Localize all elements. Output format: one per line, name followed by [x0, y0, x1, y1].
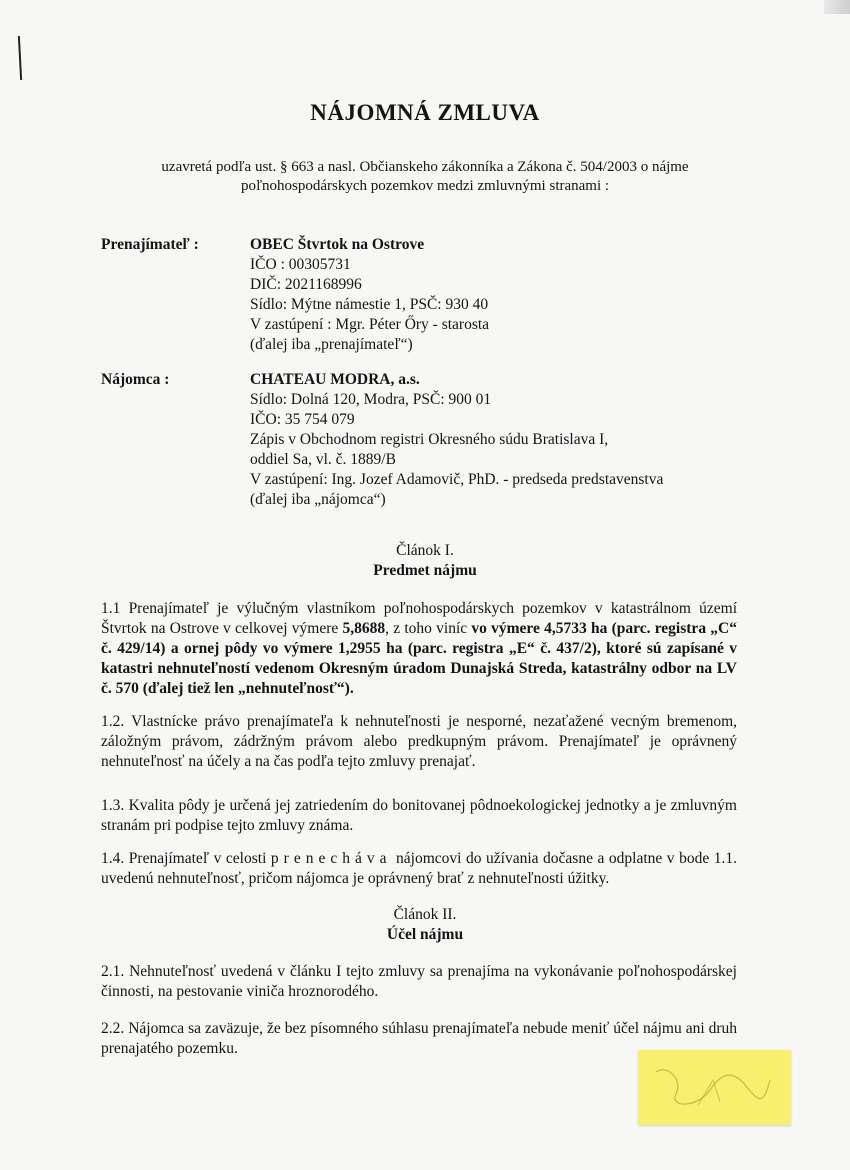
pen-margin-mark — [18, 36, 22, 80]
landlord-dic: DIČ: 2021168996 — [250, 276, 362, 293]
clause-1-1-text-a: 1.1 Prenajímateľ je výlučným vlastníkom poľnohospodárskych pozemkov v katastrálnom území Štvrtok na Ostrove v celkovej výmere — [101, 600, 737, 637]
tenant-registry-line-1: Zápis v Obchodnom registri Okresného súdu Bratislava I, — [250, 431, 609, 448]
landlord-role-label: Prenajímateľ : — [101, 236, 199, 253]
document-title: NÁJOMNÁ ZMLUVA — [310, 100, 540, 125]
article-1-number: Článok I. — [396, 542, 454, 559]
clause-1-4-text-a: 1.4. Prenajímateľ v celosti — [101, 850, 271, 867]
intro-line-1: uzavretá podľa ust. § 663 a nasl. Občianskeho zákonníka a Zákona č. 504/2003 o nájme — [161, 159, 689, 175]
page-corner-shadow — [824, 0, 850, 14]
tenant-registry-line-2: oddiel Sa, vl. č. 1889/B — [250, 451, 396, 468]
clause-2-2: 2.2. Nájomca sa zaväzuje, že bez písomného súhlasu prenajímateľa nebude meniť účel nájmu ani druh prenajatého pozemku. — [101, 1020, 737, 1057]
clause-1-2: 1.2. Vlastnícke právo prenajímateľa k nehnuteľnosti je nesporné, nezaťažené vecným bremenom, záložným právom, zádržným právom alebo predkupným právom. Prenajímateľ je oprávnený nehnuteľnosť na účely a na čas podľa tejto zmluvy prenajať. — [101, 713, 737, 770]
clause-1-4 — [101, 849, 737, 889]
scribble-icon — [638, 1050, 791, 1125]
clause-1-1-text-b: , z toho viníc — [385, 620, 472, 637]
landlord-seat: Sídlo: Mýtne námestie 1, PSČ: 930 40 — [250, 296, 489, 313]
tenant-representative: V zastúpení: Ing. Jozef Adamovič, PhD. - predseda predstavenstva — [250, 471, 664, 488]
clause-1-1 — [101, 599, 737, 699]
landlord-representative: V zastúpení : Mgr. Péter Őry - starosta — [250, 316, 490, 333]
sticky-note — [638, 1050, 791, 1125]
tenant-role-label: Nájomca : — [101, 371, 170, 388]
tenant-alias: (ďalej iba „nájomca“) — [250, 491, 386, 508]
tenant-seat: Sídlo: Dolná 120, Modra, PSČ: 900 01 — [250, 391, 492, 408]
tenant-ico: IČO: 35 754 079 — [250, 411, 355, 428]
clause-1-1-text-bold: vo výmere 4,5733 ha (parc. registra „C“ č. 429/14) a ornej pôdy vo výmere 1,2955 ha (parc. registra „E“ č. 437/2), ktoré sú zapísané v katastri nehnuteľností vedenom Okresným úradom Dunajská Streda, katastrálny odbor na LV č. 570 (ďalej tiež len „nehnuteľnosť“). — [101, 620, 737, 697]
landlord-alias: (ďalej iba „prenajímateľ“) — [250, 336, 413, 353]
intro-line-2: poľnohospodárskych pozemkov medzi zmluvnými stranami : — [240, 178, 610, 194]
clause-1-3: 1.3. Kvalita pôdy je určená jej zatriedením do bonitovanej pôdnoekologickej jednotky a je zmluvným stranám pri podpise tejto zmluvy známa. — [101, 797, 737, 834]
article-2-heading — [0, 905, 850, 945]
article-2-title: Účel nájmu — [386, 926, 464, 943]
landlord-ico: IČO : 00305731 — [250, 256, 351, 273]
article-1-title: Predmet nájmu — [373, 562, 477, 579]
document-intro — [100, 158, 750, 196]
article-2-number: Článok II. — [393, 906, 457, 923]
clause-1-4-text-b: nájomcovi do užívania dočasne a odplatne v bode 1.1. uvedenú nehnuteľnosť, pričom nájomca je oprávnený brať z nehnuteľnosti úžitky. — [101, 850, 737, 887]
clause-1-1-area: 5,8688 — [342, 620, 386, 637]
clause-2-1: 2.1. Nehnuteľnosť uvedená v článku I tejto zmluvy sa prenajíma na vykonávanie poľnohospodárskej činnosti, na pestovanie viniča hroznorodého. — [101, 963, 737, 1000]
clause-1-4-spaced-word: prenecháva — [270, 850, 392, 867]
tenant-name: CHATEAU MODRA, a.s. — [250, 371, 420, 388]
article-1-heading — [0, 541, 850, 581]
landlord-name: OBEC Štvrtok na Ostrove — [250, 236, 425, 253]
